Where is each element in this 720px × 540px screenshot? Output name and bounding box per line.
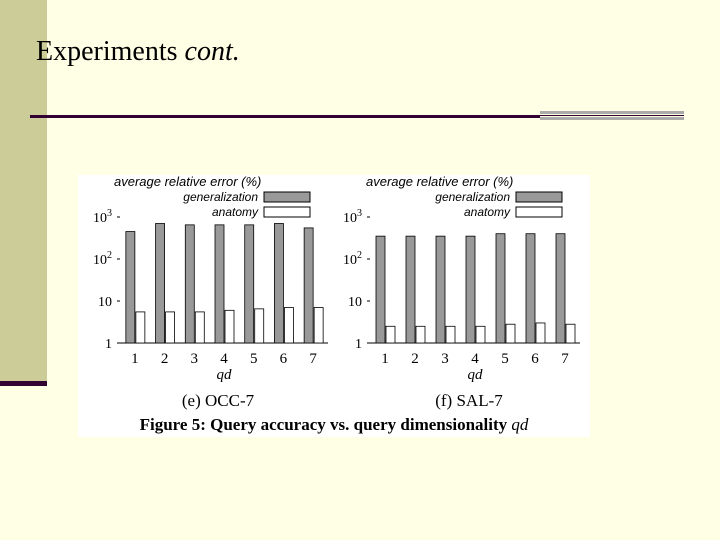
bar-generalization <box>215 225 224 343</box>
x-tick-label: 5 <box>501 351 509 367</box>
bar-anatomy <box>446 326 455 343</box>
x-tick-label: 4 <box>220 351 228 367</box>
legend-swatch-generalization <box>264 192 310 202</box>
x-tick-label: 5 <box>249 351 258 367</box>
title-rule-accent-top <box>540 111 684 114</box>
bar-anatomy <box>255 309 264 343</box>
bar-generalization <box>304 228 313 343</box>
bar-anatomy <box>136 312 145 343</box>
y-tick-label: $10^2$ <box>343 250 362 268</box>
legend-swatch-anatomy <box>516 207 562 217</box>
x-tick-label: 1 <box>381 351 389 367</box>
x-tick-label: 2 <box>411 351 419 367</box>
title-rule-accent-bottom <box>540 117 684 120</box>
x-axis-label: qd <box>216 367 232 383</box>
bar-generalization <box>466 236 475 343</box>
bar-anatomy <box>416 326 425 343</box>
bar-anatomy <box>314 308 323 343</box>
legend-label-anatomy: anatomy <box>463 205 510 219</box>
slide-title-italic: cont. <box>184 36 240 67</box>
bar-anatomy <box>195 312 204 343</box>
figure-caption <box>78 415 590 435</box>
bar-anatomy <box>566 324 575 343</box>
bar-anatomy <box>166 312 175 343</box>
legend-label-generalization: generalization <box>435 190 510 204</box>
y-tick-label: 1 <box>355 337 362 352</box>
y-tick-label: 10 <box>98 295 112 310</box>
slide-title-text: Experiments <box>36 36 178 67</box>
bar-generalization <box>376 236 385 343</box>
x-tick-label: 4 <box>471 351 479 367</box>
y-tick-label: $10^2$ <box>93 250 112 268</box>
bar-generalization <box>126 232 135 343</box>
x-tick-label: 7 <box>309 351 317 367</box>
slide-title <box>36 36 240 68</box>
bar-anatomy <box>386 326 395 343</box>
x-tick-label: 1 <box>131 351 139 367</box>
bar-generalization <box>496 234 505 343</box>
bar-anatomy <box>506 324 515 343</box>
bar-anatomy <box>536 323 545 343</box>
y-tick-label: $10^3$ <box>343 208 362 226</box>
bar-anatomy <box>284 308 293 343</box>
chart-title: average relative error (%) <box>366 175 514 189</box>
x-tick-label: 2 <box>160 351 169 367</box>
figure-panel <box>78 175 590 437</box>
bar-generalization <box>526 234 535 343</box>
sidebar-accent-foot <box>0 381 47 386</box>
title-rule-accent-line <box>540 115 684 116</box>
figure-caption-italic: qd <box>511 415 529 434</box>
x-tick-label: 6 <box>531 351 539 367</box>
legend-label-anatomy: anatomy <box>211 205 258 219</box>
y-tick-label: 1 <box>105 337 112 352</box>
bar-generalization <box>245 225 254 343</box>
bar-generalization <box>274 224 283 343</box>
x-tick-label: 3 <box>441 351 449 367</box>
x-tick-label: 7 <box>561 351 569 367</box>
x-axis-label: qd <box>467 367 483 383</box>
bar-generalization <box>556 234 565 343</box>
legend-swatch-generalization <box>516 192 562 202</box>
bar-generalization <box>156 224 165 343</box>
chart-title: average relative error (%) <box>114 175 262 189</box>
title-rule <box>30 115 540 118</box>
chart-subtitle: (f) SAL-7 <box>435 391 503 410</box>
y-tick-label: 10 <box>348 295 362 310</box>
bar-generalization <box>406 236 415 343</box>
bar-generalization <box>185 225 194 343</box>
legend-label-generalization: generalization <box>183 190 258 204</box>
bar-generalization <box>436 236 445 343</box>
bar-anatomy <box>225 310 234 343</box>
figure-caption-text: Figure 5: Query accuracy vs. query dimensionality <box>139 415 508 434</box>
y-tick-label: $10^3$ <box>93 208 112 226</box>
chart-2 <box>343 175 580 410</box>
x-tick-label: 3 <box>190 351 199 367</box>
chart-subtitle: (e) OCC-7 <box>181 391 255 410</box>
legend-swatch-anatomy <box>264 207 310 217</box>
charts-svg <box>78 175 590 415</box>
x-tick-label: 6 <box>279 351 288 367</box>
chart-1 <box>93 175 328 410</box>
bar-anatomy <box>476 326 485 343</box>
